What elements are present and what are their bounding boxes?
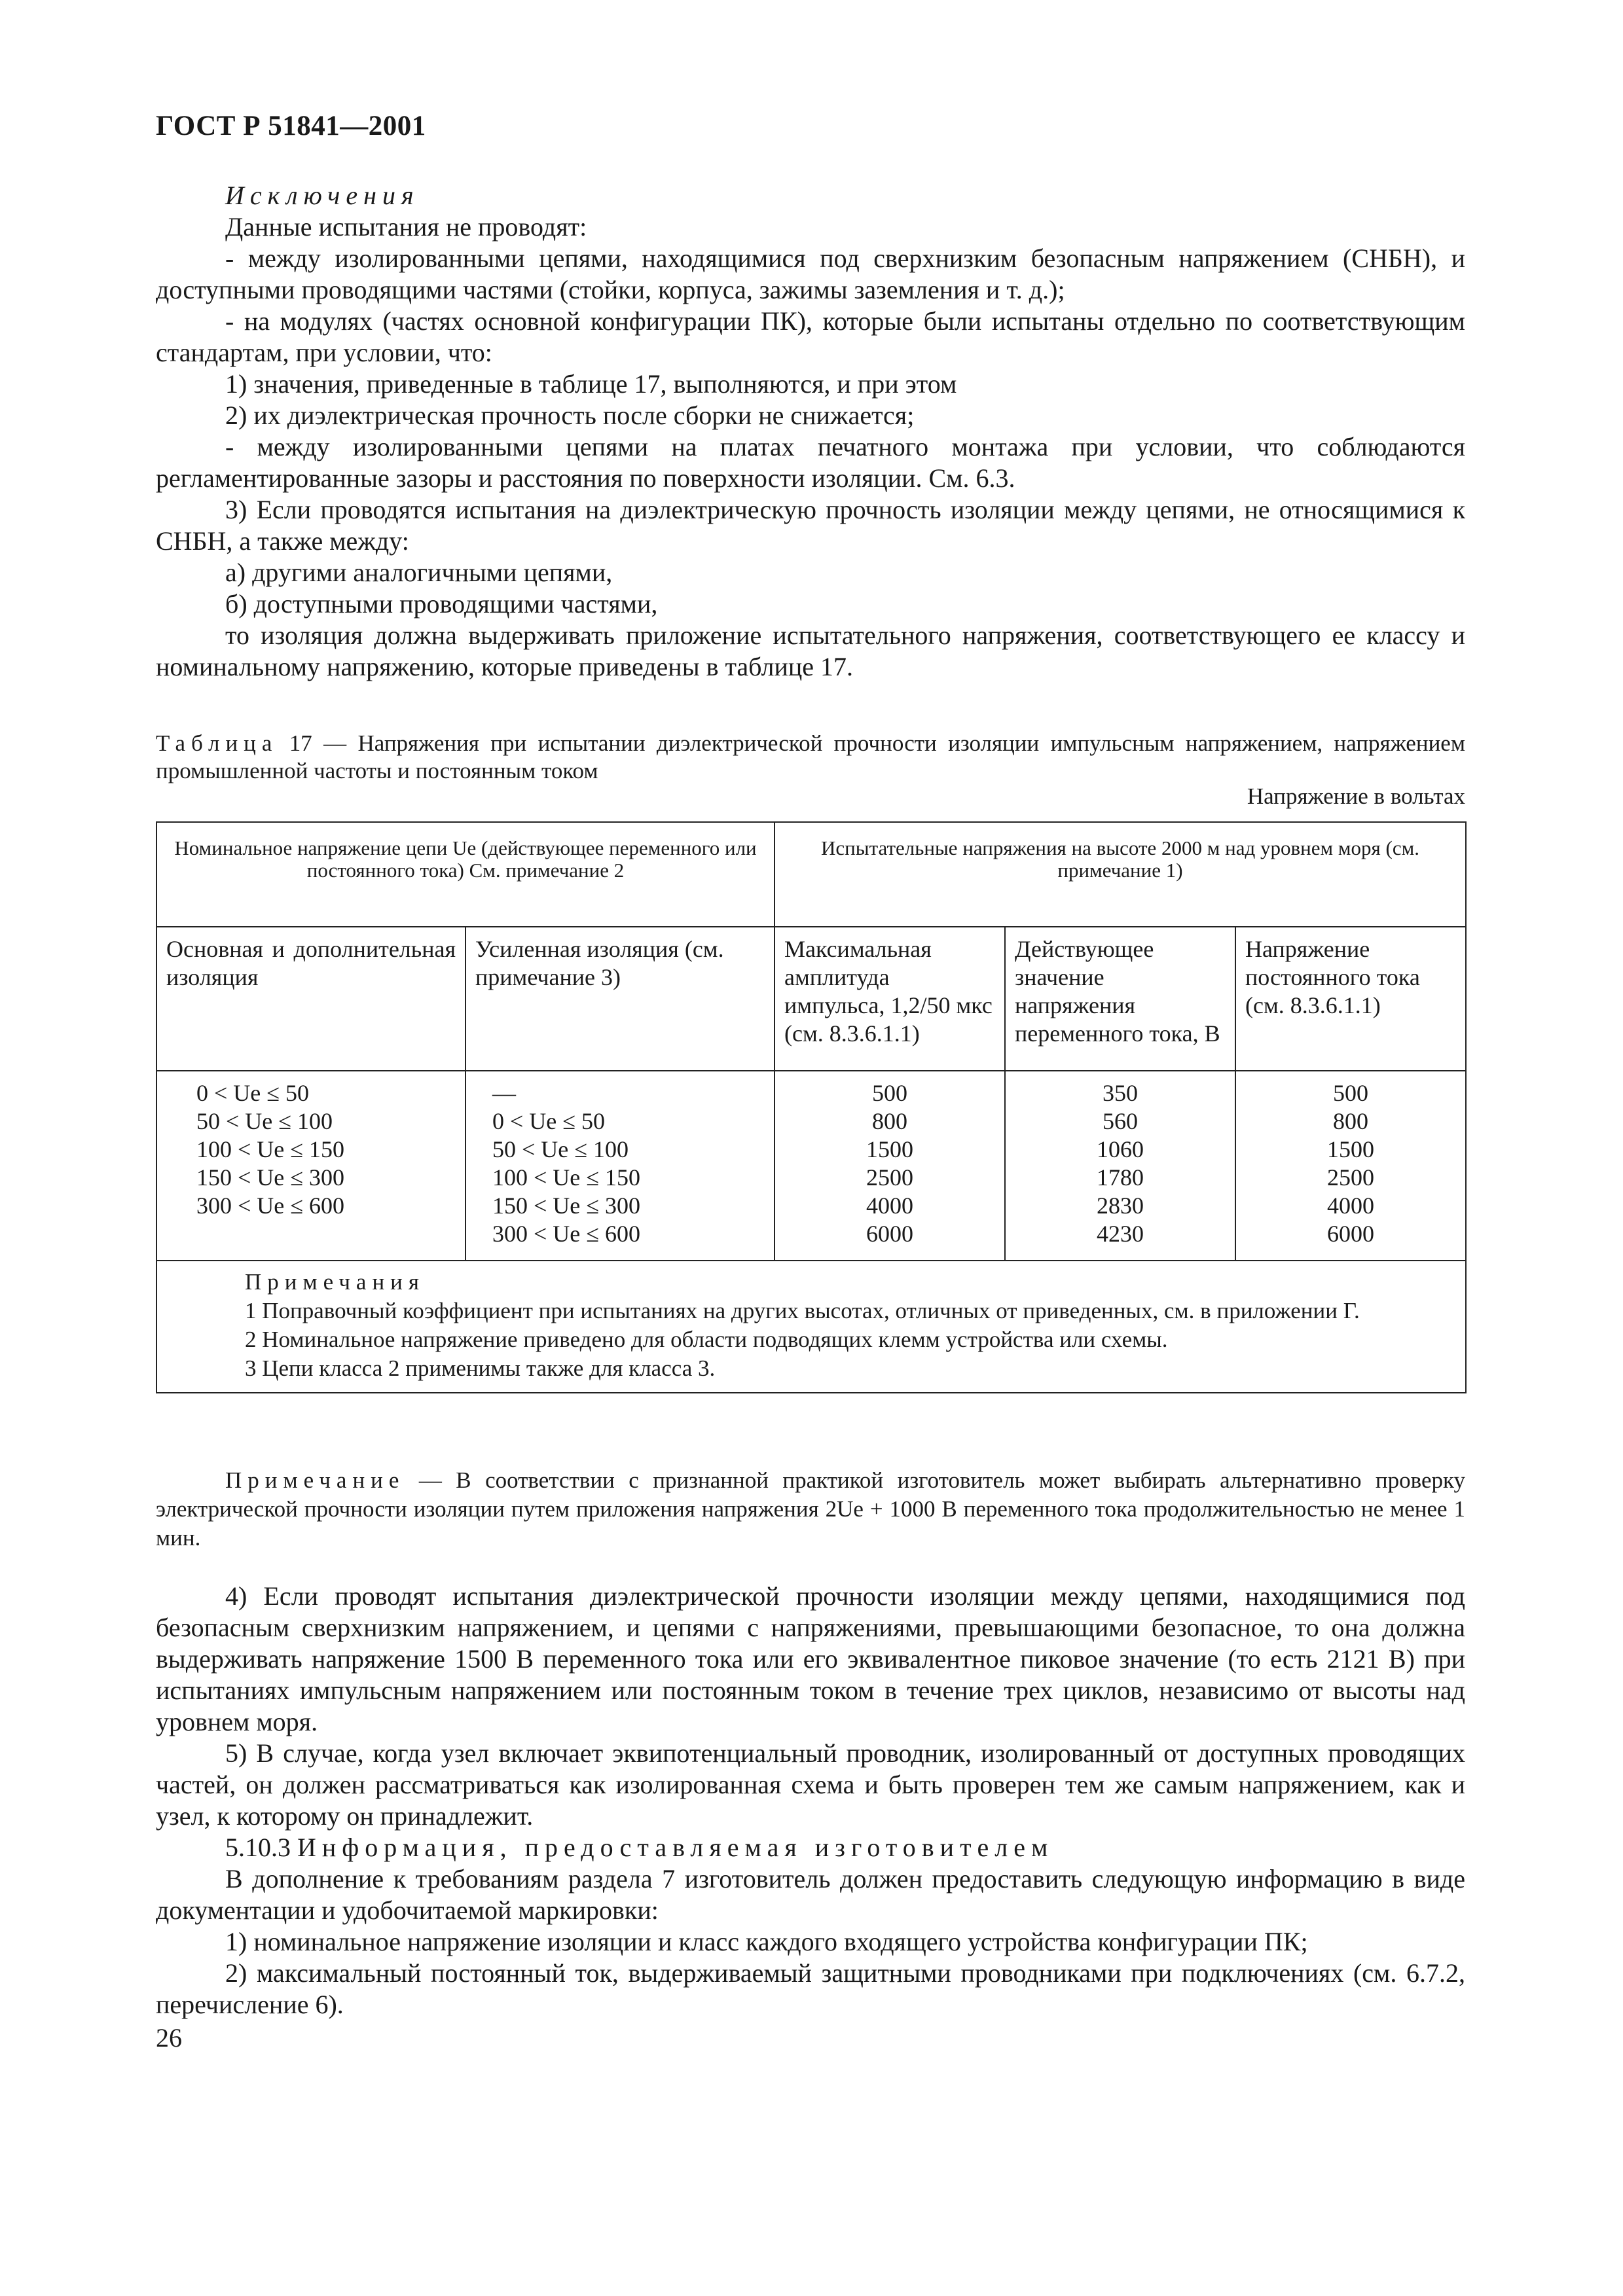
table-caption <box>156 730 1465 785</box>
subsection-number: 5.10.3 <box>225 1833 297 1862</box>
paragraph: 3) Если проводятся испытания на диэлектрическую прочность изоляции между цепями, не относящимися к СНБН, а также между: <box>156 495 1465 556</box>
table-cell: 4000 <box>866 1193 913 1219</box>
page-number: 26 <box>156 2023 182 2053</box>
table-cell: 300 < Uе ≤ 600 <box>492 1221 641 1247</box>
reinforced-insulation-ranges <box>465 1071 775 1261</box>
table-cell: 1500 <box>866 1136 913 1162</box>
table-cell: 0 < Uе ≤ 50 <box>492 1108 606 1134</box>
paragraph: 2) их диэлектрическая прочность после сборки не снижается; <box>225 401 915 430</box>
table-cell: 1780 <box>1097 1164 1144 1191</box>
table-cell: — <box>492 1080 516 1106</box>
table-cell: 100 < Uе ≤ 150 <box>196 1136 345 1162</box>
header-ac-voltage: Действующее значение напряжения переменного тока, В <box>1005 927 1235 1071</box>
table-units: Напряжение в вольтах <box>1247 783 1465 809</box>
paragraph: - на модулях (частях основной конфигурации ПК), которые были испытаны отдельно по соответствующим стандартам, при условии, что: <box>156 306 1465 367</box>
header-impulse-amplitude: Максимальная амплитуда импульса, 1,2/50 мкс (см. 8.3.6.1.1) <box>775 927 1005 1071</box>
document-code: ГОСТ Р 51841—2001 <box>156 111 426 141</box>
basic-insulation-ranges <box>156 1071 465 1261</box>
table-cell: 0 < Uе ≤ 50 <box>196 1080 310 1106</box>
paragraph: б) доступными проводящими частями, <box>225 589 658 619</box>
table-cell: 2500 <box>866 1164 913 1191</box>
footnote-text: — В соответствии с признанной практикой изготовитель может выбирать альтернативно проверку электрической прочности изоляции путем приложения напряжения 2Uе + 1000 В переменного тока продолжительностью не менее 1 мин. <box>156 1467 1465 1551</box>
table-notes <box>156 1261 1466 1393</box>
table-cell: 300 < Uе ≤ 600 <box>196 1193 345 1219</box>
notes-heading: Примечания <box>245 1269 426 1295</box>
paragraph: В дополнение к требованиям раздела 7 изготовитель должен предоставить следующую информацию в виде документации и удобочитаемой маркировки: <box>156 1864 1465 1925</box>
table-cell: 4000 <box>1327 1193 1374 1219</box>
footnote <box>156 1466 1465 1552</box>
table-cell: 100 < Uе ≤ 150 <box>492 1164 641 1191</box>
header-reinforced-insulation: Усиленная изоляция (см. примечание 3) <box>465 927 775 1071</box>
table-cell: 150 < Uе ≤ 300 <box>196 1164 345 1191</box>
table-cell: 50 < Uе ≤ 100 <box>196 1108 333 1134</box>
header-nominal-voltage: Номинальное напряжение цепи Uе (действующее переменного или постоянного тока) См. примечание 2 <box>156 822 775 927</box>
impulse-values <box>775 1071 1005 1261</box>
paragraph: 1) номинальное напряжение изоляции и класс каждого входящего устройства конфигурации ПК; <box>225 1927 1308 1956</box>
table-cell: 4230 <box>1097 1221 1144 1247</box>
table-cell: 800 <box>872 1108 907 1134</box>
paragraph: Данные испытания не проводят: <box>225 212 587 242</box>
table-caption-label: Таблица <box>156 730 278 756</box>
exceptions-section <box>156 180 1465 683</box>
ac-values <box>1005 1071 1235 1261</box>
paragraph: 4) Если проводят испытания диэлектрической прочности изоляции между цепями, находящимися под безопасным сверхнизким напряжением, и цепями с напряжениями, превышающими безопасное, то она должна выдерживать напряжение 1500 В переменного тока или его эквивалентное пиковое значение (то есть 2121 В) при испытаниях импульсным напряжением или постоянным током в течение трех циклов, независимо от высоты над уровнем моря. <box>156 1581 1465 1736</box>
paragraph: 5) В случае, когда узел включает эквипотенциальный проводник, изолированный от доступных проводящих частей, он должен рассматриваться как изолированная схема и быть проверен тем же самым напряжением, как и узел, к которому он принадлежит. <box>156 1738 1465 1831</box>
paragraph: то изоляция должна выдерживать приложение испытательного напряжения, соответствующего ее классу и номинальному напряжению, которые приведены в таблице 17. <box>156 620 1465 681</box>
note-1: 1 Поправочный коэффициент при испытаниях на других высотах, отличных от приведенных, см. в приложении Г. <box>245 1298 1360 1323</box>
table-cell: 1060 <box>1097 1136 1144 1162</box>
table-cell: 500 <box>872 1080 907 1106</box>
header-dc-voltage: Напряжение постоянного тока (см. 8.3.6.1.1) <box>1235 927 1466 1071</box>
paragraph: - между изолированными цепями, находящимися под сверхнизким безопасным напряжением (СНБН), и доступными проводящими частями (стойки, корпуса, зажимы заземления и т. д.); <box>156 243 1465 304</box>
test-voltage-table <box>156 821 1467 1393</box>
paragraph: - между изолированными цепями на платах печатного монтажа при условии, что соблюдаются регламентированные зазоры и расстояния по поверхности изоляции. См. 6.3. <box>156 432 1465 493</box>
table-cell: 1500 <box>1327 1136 1374 1162</box>
header-basic-insulation: Основная и дополнительная изоляция <box>156 927 465 1071</box>
table-cell: 2830 <box>1097 1193 1144 1219</box>
paragraph: 2) максимальный постоянный ток, выдерживаемый защитными проводниками при подключениях (см. 6.7.2, перечисление 6). <box>156 1958 1465 2019</box>
table-cell: 560 <box>1103 1108 1138 1134</box>
table-cell: 6000 <box>866 1221 913 1247</box>
header-test-voltages: Испытательные напряжения на высоте 2000 м над уровнем моря (см. примечание 1) <box>775 822 1466 927</box>
section-continued <box>156 1581 1465 2020</box>
table-cell: 350 <box>1103 1080 1138 1106</box>
table-cell: 6000 <box>1327 1221 1374 1247</box>
note-2: 2 Номинальное напряжение приведено для области подводящих клемм устройства или схемы. <box>245 1327 1168 1352</box>
footnote-label: Примечание <box>225 1467 405 1493</box>
table-cell: 500 <box>1333 1080 1368 1106</box>
paragraph: 1) значения, приведенные в таблице 17, выполняются, и при этом <box>225 369 957 399</box>
table-cell: 800 <box>1333 1108 1368 1134</box>
paragraph: а) другими аналогичными цепями, <box>225 558 613 587</box>
subsection-heading <box>156 1832 1465 1863</box>
subsection-title: Информация, предоставляемая изготовителем <box>297 1833 1054 1862</box>
table-cell: 50 < Uе ≤ 100 <box>492 1136 629 1162</box>
table-cell: 2500 <box>1327 1164 1374 1191</box>
table-caption-text: 17 — Напряжения при испытании диэлектрической прочности изоляции импульсным напряжением, напряжением промышленной частоты и постоянным током <box>156 730 1465 783</box>
table-cell: 150 < Uе ≤ 300 <box>492 1193 641 1219</box>
dc-values <box>1235 1071 1466 1261</box>
note-3: 3 Цепи класса 2 применимы также для класса 3. <box>245 1355 716 1381</box>
exceptions-heading: Исключения <box>225 181 420 210</box>
